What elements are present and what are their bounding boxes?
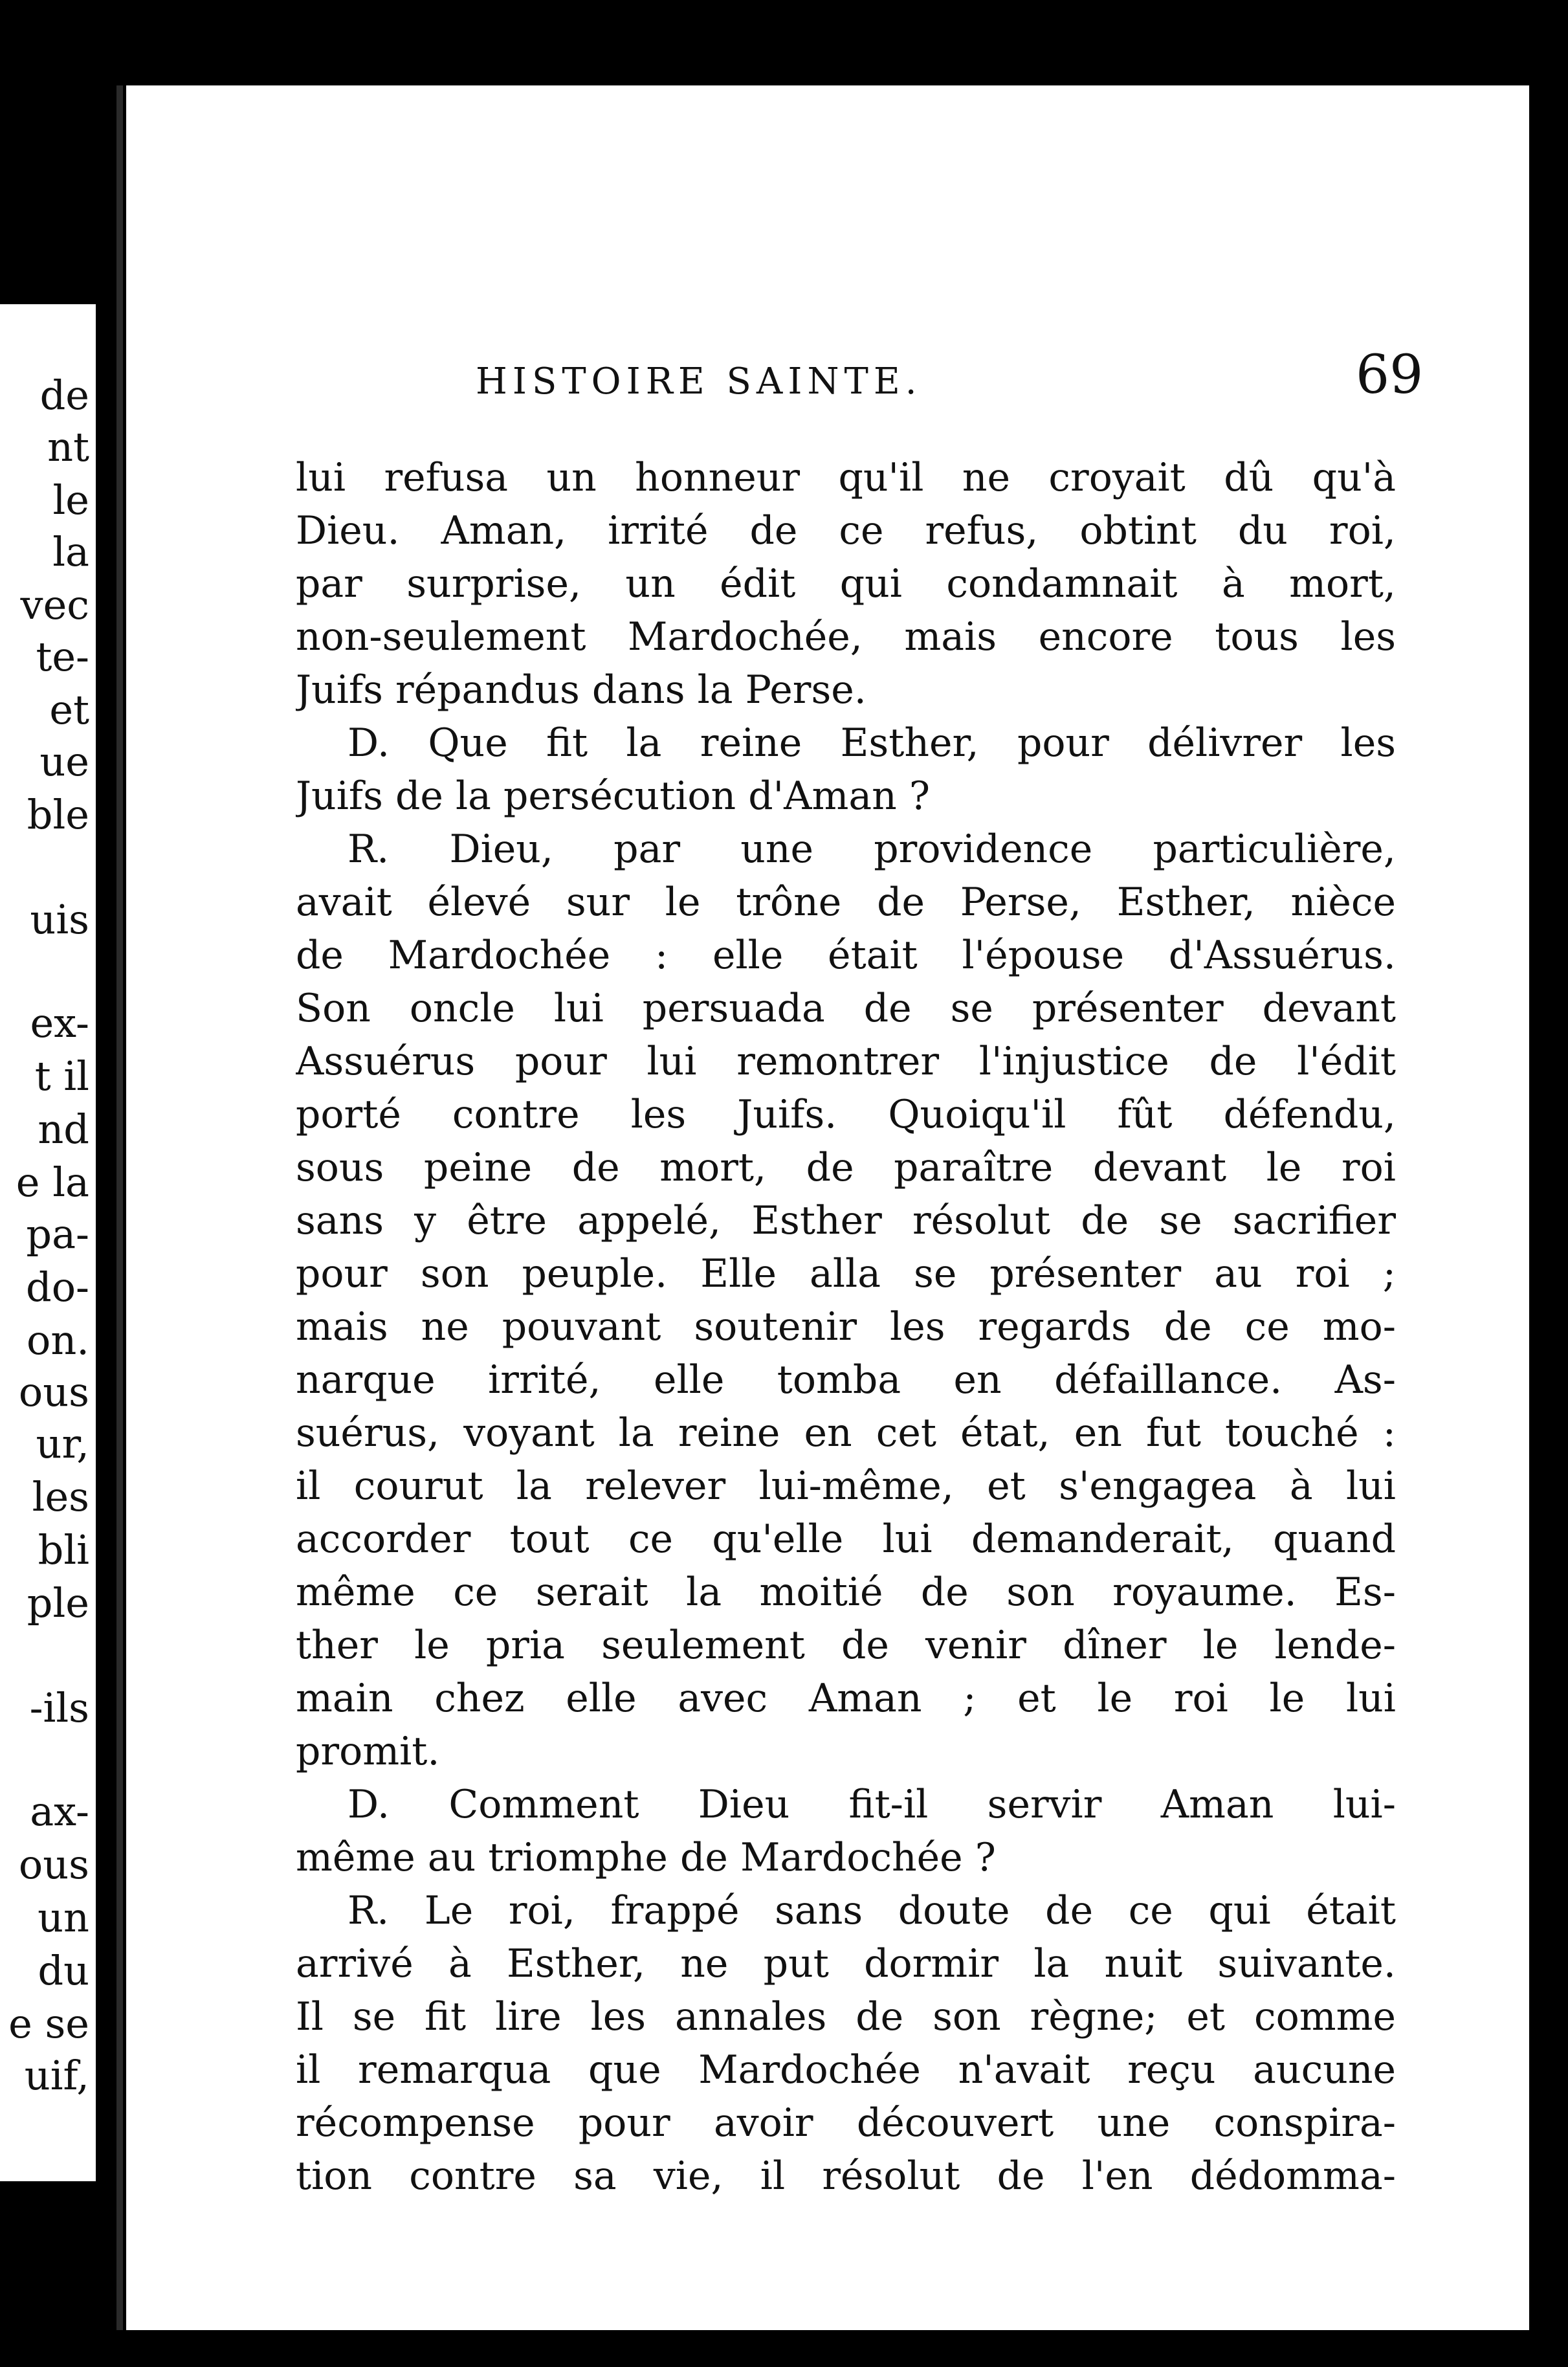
text-line: il courut la relever lui-même, et s'engagea à lui: [296, 1463, 1396, 1509]
page-gutter-edge: [116, 85, 123, 2330]
text-line: mais ne pouvant soutenir les regards de ce mo-: [296, 1304, 1396, 1350]
text-line: sous peine de mort, de paraître devant le roi: [296, 1145, 1396, 1190]
facing-page-fragment: uif,: [24, 2052, 89, 2099]
facing-page-fragment: vec: [20, 581, 89, 628]
text-line: Il se fit lire les annales de son règne; et comme: [296, 1994, 1396, 2039]
facing-page-fragment: t il: [34, 1052, 89, 1100]
answer-line: R. Le roi, frappé sans doute de ce qui était: [348, 1888, 1396, 1933]
facing-page-fragment: ble: [27, 791, 89, 838]
answer-line: R. Dieu, par une providence particulière,: [348, 827, 1396, 872]
facing-page-fragment: et: [49, 686, 89, 733]
facing-page-fragment: bli: [38, 1526, 89, 1573]
text-line: récompense pour avoir découvert une conspira-: [296, 2100, 1396, 2146]
facing-page-fragment: la: [52, 528, 89, 575]
running-head: HISTOIRE SAINTE.: [476, 361, 922, 403]
facing-page-fragment: du: [38, 1947, 89, 1994]
text-line: suérus, voyant la reine en cet état, en fut touché :: [296, 1410, 1396, 1456]
text-line: Juifs répandus dans la Perse.: [296, 667, 867, 713]
text-line: par surprise, un édit qui condamnait à mort,: [296, 561, 1396, 606]
facing-page-fragment: ous: [18, 1841, 89, 1888]
facing-page-fragment: ple: [27, 1579, 89, 1627]
text-line: ther le pria seulement de venir dîner le lende-: [296, 1623, 1396, 1668]
text-line: arrivé à Esther, ne put dormir la nuit suivante.: [296, 1941, 1396, 1986]
text-line: non-seulement Mardochée, mais encore tous les: [296, 614, 1396, 660]
text-line: sans y être appelé, Esther résolut de se sacrifier: [296, 1198, 1396, 1243]
facing-page-fragment: ue: [39, 738, 89, 785]
facing-page-fragment: ex-: [30, 999, 89, 1047]
facing-page-fragment: te-: [36, 633, 89, 680]
text-line: main chez elle avec Aman ; et le roi le lui: [296, 1676, 1396, 1721]
facing-page-fragment: e la: [16, 1159, 89, 1206]
text-line: même ce serait la moitié de son royaume. Es-: [296, 1570, 1396, 1615]
facing-page-fragment: ax-: [30, 1788, 89, 1835]
facing-page-fragment: les: [32, 1473, 89, 1520]
facing-page-fragment: pa-: [26, 1210, 89, 1258]
text-line: Assuérus pour lui remontrer l'injustice de l'édit: [296, 1039, 1396, 1084]
text-line: pour son peuple. Elle alla se présenter au roi ;: [296, 1251, 1396, 1296]
text-line: accorder tout ce qu'elle lui demanderait, quand: [296, 1517, 1396, 1562]
text-line: Juifs de la persécution d'Aman ?: [296, 773, 931, 819]
facing-page-fragment: de: [39, 372, 89, 419]
facing-page-fragment: do-: [26, 1263, 89, 1311]
facing-page-fragment: un: [38, 1894, 89, 1941]
text-line: avait élevé sur le trône de Perse, Esther, nièce: [296, 880, 1396, 925]
book-page: [126, 85, 1529, 2330]
text-line: Dieu. Aman, irrité de ce refus, obtint du roi,: [296, 508, 1396, 553]
text-line: il remarqua que Mardochée n'avait reçu aucune: [296, 2047, 1396, 2093]
facing-page-fragment: nd: [38, 1106, 89, 1153]
question-line: D. Comment Dieu fit-il servir Aman lui-: [348, 1782, 1396, 1827]
text-line: lui refusa un honneur qu'il ne croyait dû qu'à: [296, 455, 1396, 500]
text-line: Son oncle lui persuada de se présenter devant: [296, 986, 1396, 1031]
facing-page-edge: [0, 304, 96, 2181]
body-text: [296, 451, 1396, 2203]
text-line: même au triomphe de Mardochée ?: [296, 1835, 996, 1880]
facing-page-fragment: uis: [30, 896, 89, 943]
facing-page-fragment: on.: [27, 1317, 89, 1364]
facing-page-fragment: ous: [18, 1368, 89, 1416]
facing-page-fragment: le: [52, 476, 89, 524]
facing-page-fragment: -ils: [29, 1684, 89, 1731]
text-line: de Mardochée : elle était l'épouse d'Assuérus.: [296, 933, 1396, 978]
text-line: tion contre sa vie, il résolut de l'en dédomma-: [296, 2153, 1396, 2199]
facing-page-fragment: e se: [8, 2000, 89, 2047]
text-line: porté contre les Juifs. Quoiqu'il fût défendu,: [296, 1092, 1396, 1137]
facing-page-fragment: ur,: [36, 1420, 89, 1467]
facing-page-fragment: nt: [47, 423, 89, 471]
text-line: narque irrité, elle tomba en défaillance. As-: [296, 1357, 1396, 1403]
page-number: 69: [1356, 344, 1424, 406]
text-line: promit.: [296, 1729, 440, 1774]
question-line: D. Que fit la reine Esther, pour délivrer les: [348, 720, 1396, 766]
